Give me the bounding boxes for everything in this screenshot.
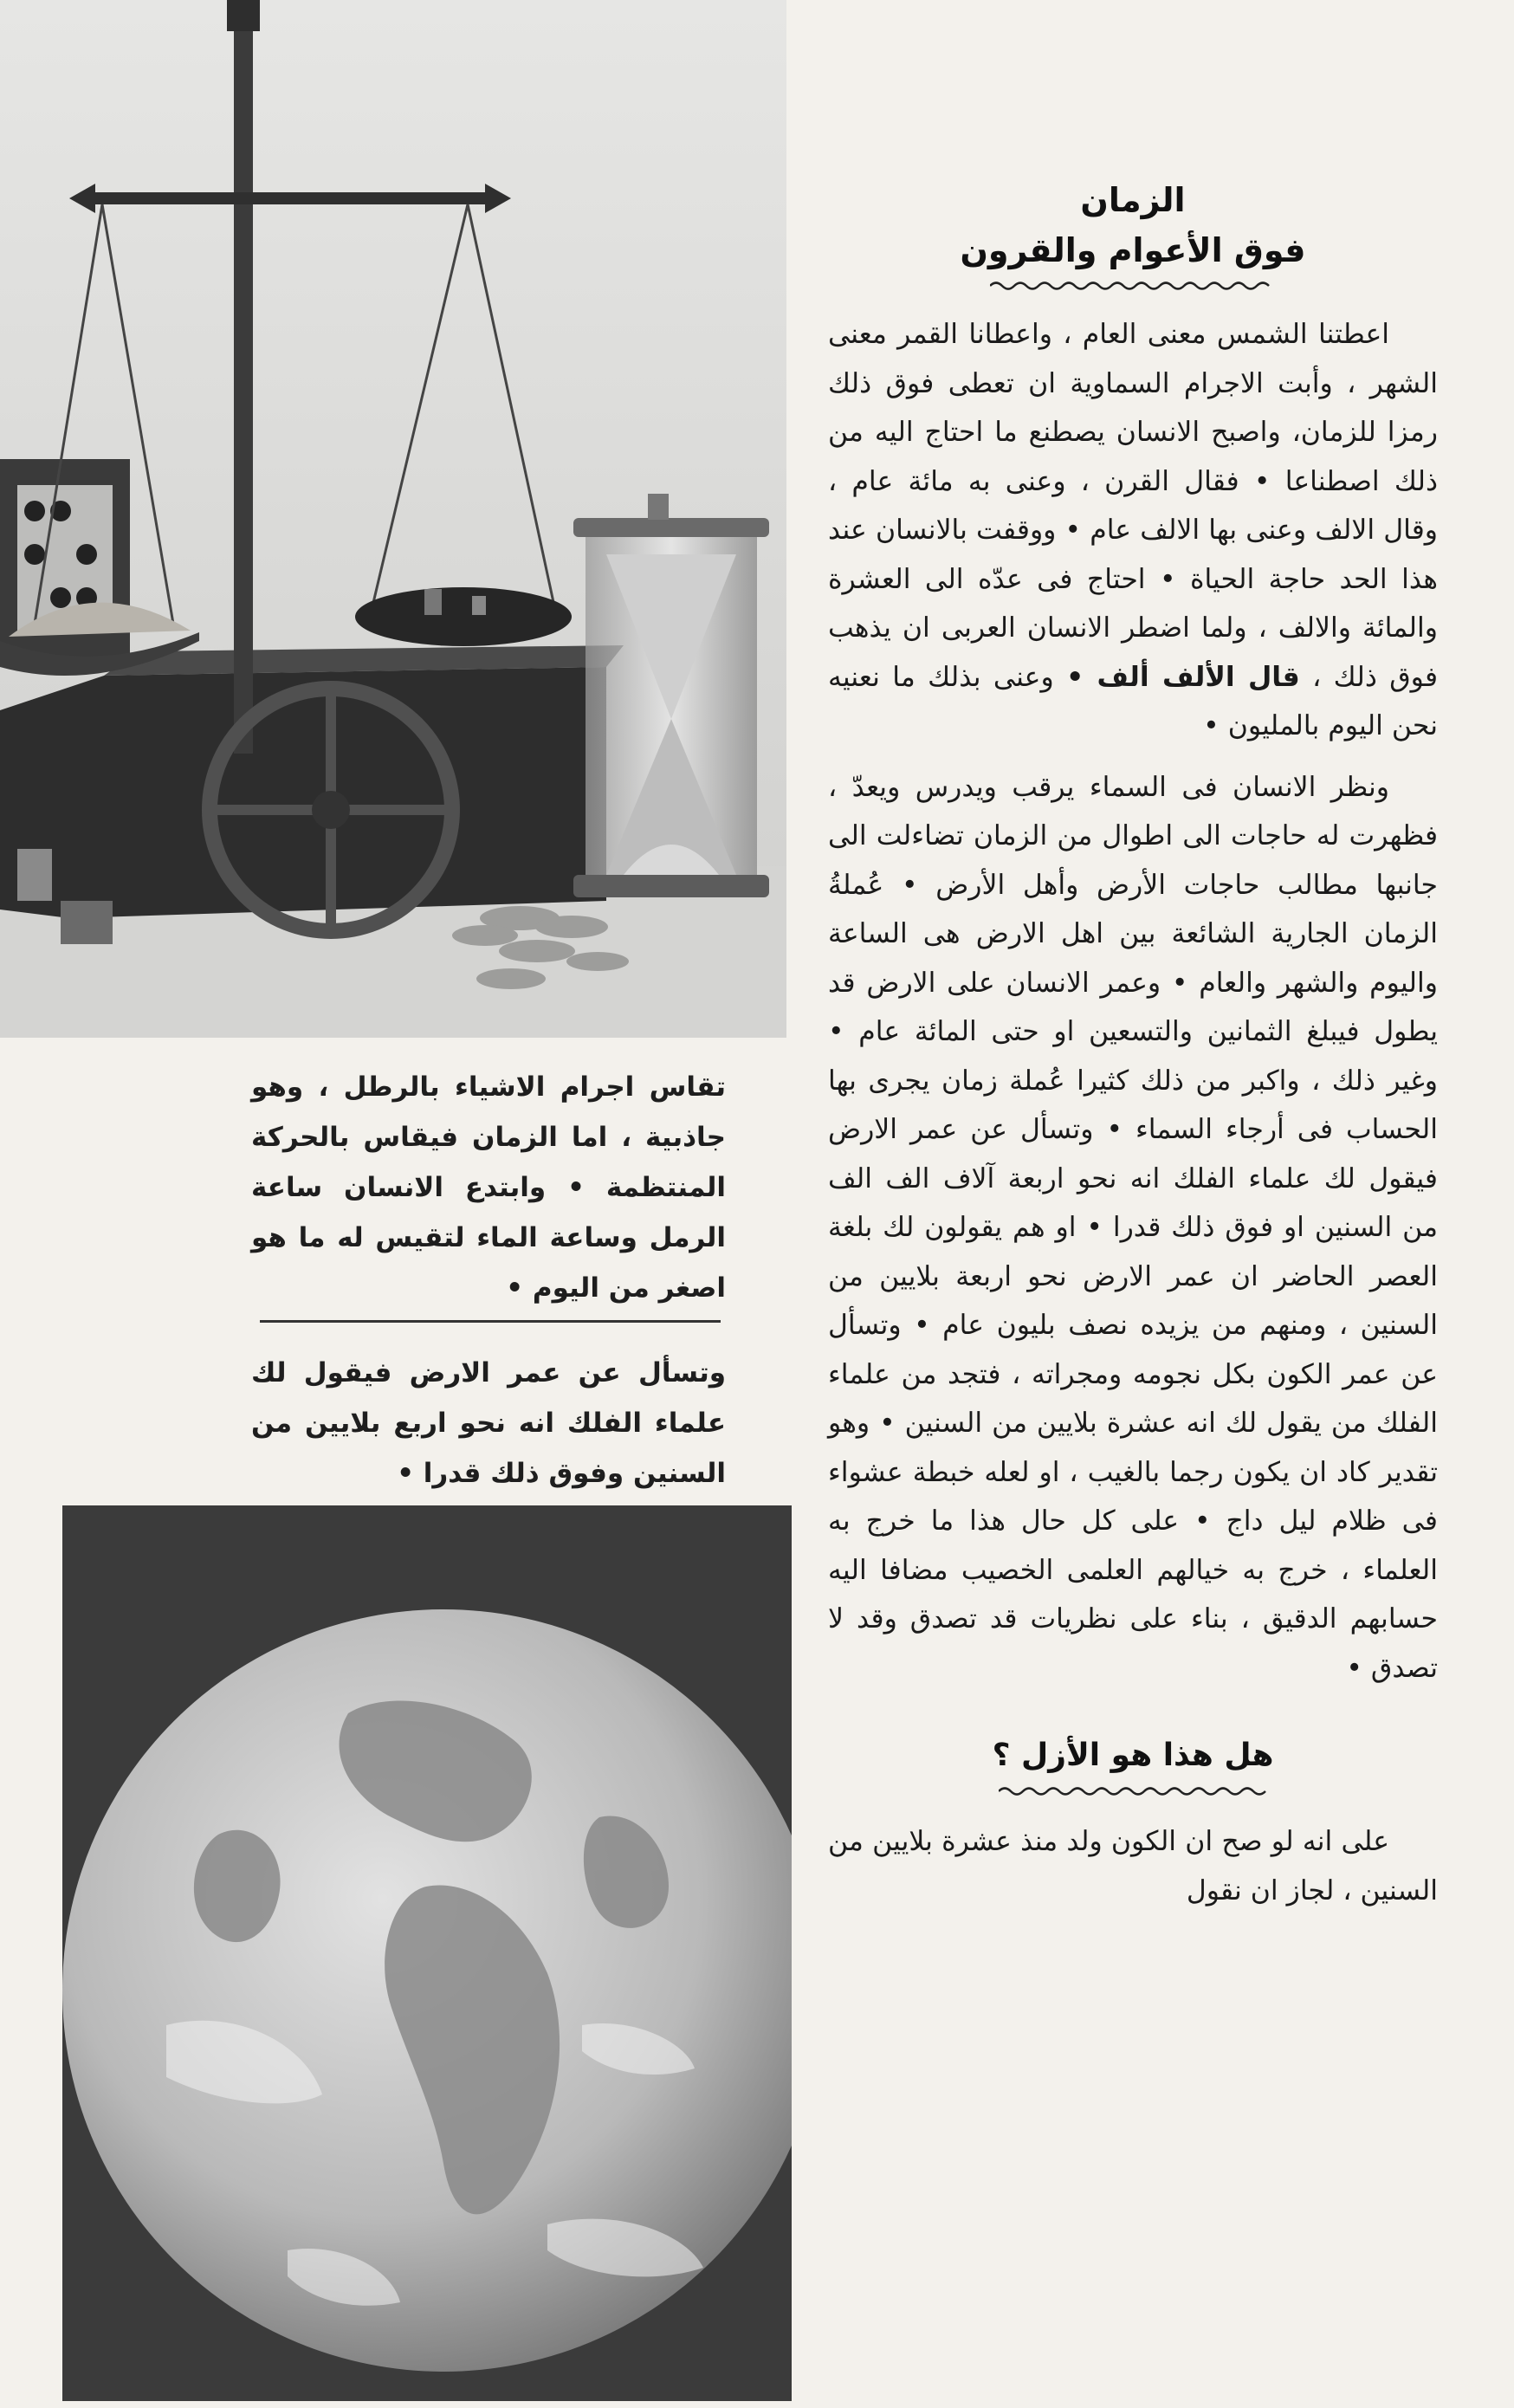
section1-title-line1: الزمان <box>1080 181 1186 219</box>
earth-photo <box>62 1505 792 2401</box>
section2-heading <box>828 1731 1438 1798</box>
section1-heading <box>828 175 1438 293</box>
section2-title: هل هذا هو الأزل ؟ <box>992 1738 1274 1773</box>
section1-paragraph1-bold-phrase: قال الألف ألف • <box>1066 661 1300 693</box>
section2-underline-ornament <box>999 1784 1267 1798</box>
article-column <box>828 175 1438 1915</box>
earth-illustration <box>62 1505 792 2401</box>
section1-paragraph1 <box>828 310 1438 751</box>
balance-photo-caption: تقاس اجرام الاشياء بالرطل ، وهو جاذبية ، اما الزمان فيقاس بالحركة المنتظمة • وابتدع الانسان ساعة الرمل وساعة الماء لتقيس له ما هو اصغر من اليوم • <box>251 1071 726 1304</box>
section1-paragraph1-end: وعنى بذلك ما نعنيه نحن اليوم بالمليون • <box>828 661 1438 741</box>
section1-paragraph2: ونظر الانسان فى السماء يرقب ويدرس ويعدّ ، فظهرت له حاجات الى اطوال من الزمان تضاءلت الى جانبها مطالب حاجات الأرض وأهل الأرض • عُملةُ الزمان الجارية الشائعة بين اهل الارض هى الساعة واليوم والشهر والعام • وعمر الانسان على الارض قد يطول فيبلغ الثمانين والتسعين او حتى المائة عام • وغير ذلك ، واكبر من ذلك كثيرا عُملة زمان يجرى بها الحساب فى أرجاء السماء • وتسأل عن عمر الارض فيقول لك علماء الفلك انه نحو اربعة آلاف الف الف من السنين او فوق ذلك قدرا • او هم يقولون لك بلغة العصر الحاضر ان عمر الارض نحو اربعة بلايين من السنين ، ومنهم من يزيده نصف بليون عام • وتسأل عن عمر الكون بكل نجومه ومجراته ، فتجد من علماء الفلك من يقول لك انه عشرة بلايين من السنين • وهو تقدير كاد ان يكون رجما بالغيب ، او لعله خبطة عشواء فى ظلام ليل داج • على كل حال هذا ما خرج به العلماء ، خرج به خيالهم العلمى الخصيب مضافا اليه حسابهم الدقيق ، بناء على نظريات قد تصدق وقد لا تصدق • <box>828 771 1438 1684</box>
section1-underline-ornament <box>990 279 1276 293</box>
balance-scale-illustration <box>0 0 786 1038</box>
section2-paragraph1: على انه لو صح ان الكون ولد منذ عشرة بلايين من السنين ، لجاز ان نقول <box>828 1826 1438 1906</box>
earth-photo-caption: وتسأل عن عمر الارض فيقول لك علماء الفلك انه نحو اربع بلايين من السنين وفوق ذلك قدرا • <box>251 1357 726 1489</box>
section1-title-line2: فوق الأعوام والقرون <box>960 231 1306 269</box>
section1-paragraph1-text: اعطتنا الشمس معنى العام ، واعطانا القمر معنى الشهر ، وأبت الاجرام السماوية ان تعطى فوق ذلك رمزا للزمان، واصبح الانسان يصطنع ما احتاج اليه من ذلك اصطناعا • فقال القرن ، وعنى به مائة عام ، وقال الالف وعنى بها الالف عام • ووقفت بالانسان عند هذا الحد حاجة الحياة • احتاج فى عدّه الى العشرة والمائة والالف ، ولما اضطر الانسان العربى ان يذهب فوق ذلك ، <box>828 319 1438 693</box>
balance-scale-photo <box>0 0 786 1038</box>
caption-divider <box>260 1320 721 1323</box>
